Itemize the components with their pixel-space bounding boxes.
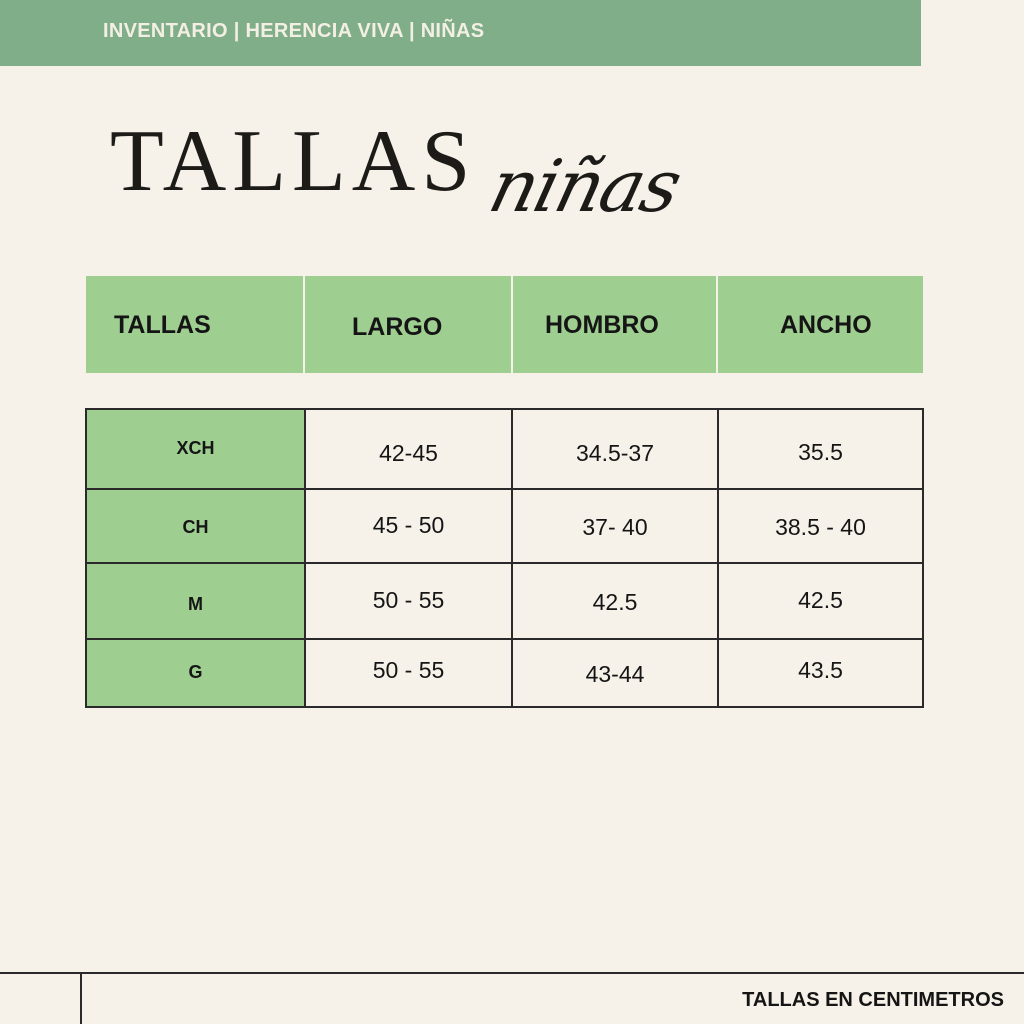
value-ancho: 43.5 — [798, 657, 843, 683]
size-label: G — [188, 662, 203, 682]
cell-largo — [306, 410, 511, 488]
cell-largo — [306, 640, 511, 706]
footer-divider-line — [0, 972, 1024, 974]
page-title: TALLAS — [110, 113, 477, 210]
value-hombro: 42.5 — [592, 589, 638, 615]
banner-text: INVENTARIO | HERENCIA VIVA | NIÑAS — [103, 20, 485, 42]
value-largo: 42-45 — [379, 440, 438, 466]
cell-largo — [306, 564, 511, 638]
value-ancho: 35.5 — [798, 439, 843, 465]
header-cell-hombro — [513, 276, 716, 373]
table-row-g — [87, 640, 304, 706]
header-label-largo: LARGO — [352, 313, 443, 341]
size-table — [85, 408, 924, 708]
size-label: M — [188, 594, 203, 614]
cell-hombro — [513, 564, 717, 638]
cell-ancho — [719, 640, 922, 706]
cell-hombro — [513, 490, 717, 562]
value-largo: 45 - 50 — [372, 512, 445, 538]
size-label: CH — [182, 517, 209, 537]
header-cell-ancho — [718, 276, 923, 373]
page-subtitle-script: niñas — [481, 144, 689, 228]
header-label-tallas: TALLAS — [114, 311, 211, 339]
table-row-ch — [87, 490, 304, 562]
value-ancho: 38.5 - 40 — [775, 514, 866, 540]
header-cell-largo — [305, 276, 511, 373]
value-hombro: 37- 40 — [582, 514, 648, 540]
cell-ancho — [719, 564, 922, 638]
cell-hombro — [513, 410, 717, 488]
header-cell-tallas — [86, 276, 303, 373]
footer-vertical-divider — [80, 972, 82, 1024]
cell-largo — [306, 490, 511, 562]
cell-hombro — [513, 640, 717, 706]
top-banner — [0, 0, 921, 66]
value-largo: 50 - 55 — [372, 657, 445, 683]
value-hombro: 43-44 — [585, 661, 645, 687]
cell-ancho — [719, 410, 922, 488]
value-hombro: 34.5-37 — [575, 440, 654, 466]
table-row-m — [87, 564, 304, 638]
header-label-ancho: ANCHO — [780, 311, 872, 339]
value-largo: 50 - 55 — [372, 587, 445, 613]
cell-ancho — [719, 490, 922, 562]
size-label: XCH — [176, 438, 215, 458]
value-ancho: 42.5 — [798, 587, 843, 613]
header-label-hombro: HOMBRO — [545, 311, 659, 339]
table-row-xch — [87, 410, 304, 488]
footer-note: TALLAS EN CENTIMETROS — [742, 989, 1004, 1011]
